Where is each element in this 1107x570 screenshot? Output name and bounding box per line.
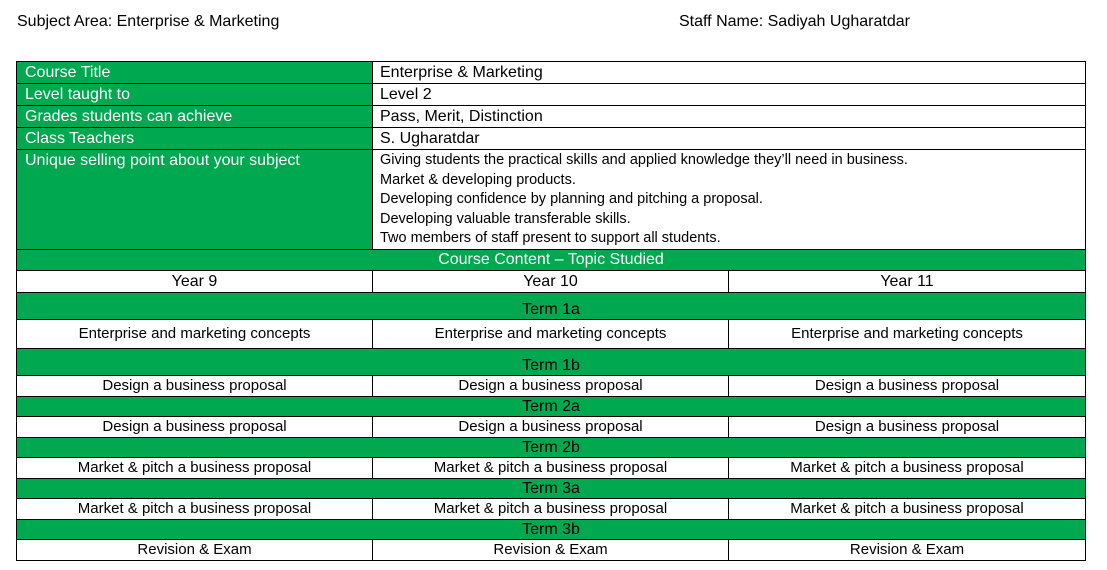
teachers-label: Class Teachers	[17, 128, 373, 150]
topic-row	[17, 319, 1086, 348]
term-label: Term 3a	[17, 478, 1086, 498]
level-label: Level taught to	[17, 84, 373, 106]
year-header: Year 9	[17, 270, 373, 292]
course-table	[16, 61, 1086, 561]
course-title-label: Course Title	[17, 62, 373, 84]
grades-row	[17, 106, 1086, 128]
topic-cell: Design a business proposal	[373, 416, 729, 437]
topic-cell: Market & pitch a business proposal	[373, 457, 729, 478]
topic-cell: Design a business proposal	[729, 375, 1086, 396]
course-content-heading: Course Content – Topic Studied	[17, 249, 1086, 270]
topic-cell: Design a business proposal	[729, 416, 1086, 437]
topic-cell: Design a business proposal	[17, 375, 373, 396]
course-title-row	[17, 62, 1086, 84]
usp-line: Two members of staff present to support all students.	[380, 230, 721, 246]
usp-label: Unique selling point about your subject	[17, 150, 373, 250]
year-header: Year 10	[373, 270, 729, 292]
topic-cell: Design a business proposal	[373, 375, 729, 396]
topic-row	[17, 498, 1086, 519]
topic-row	[17, 416, 1086, 437]
topic-cell: Revision & Exam	[17, 539, 373, 560]
term-row	[17, 519, 1086, 539]
grades-value: Pass, Merit, Distinction	[373, 106, 1086, 128]
usp-line: Giving students the practical skills and applied knowledge they’ll need in business.	[380, 152, 908, 168]
term-label: Term 1a	[17, 292, 1086, 319]
grades-label: Grades students can achieve	[17, 106, 373, 128]
term-row	[17, 292, 1086, 319]
topic-cell: Revision & Exam	[729, 539, 1086, 560]
usp-line: Market & developing products.	[380, 171, 576, 188]
usp-value	[373, 150, 1086, 250]
subject-area-heading: Subject Area: Enterprise & Marketing	[17, 13, 280, 30]
term-row	[17, 478, 1086, 498]
topic-cell: Market & pitch a business proposal	[17, 457, 373, 478]
term-row	[17, 396, 1086, 416]
topic-cell: Enterprise and marketing concepts	[729, 319, 1086, 348]
year-header-row	[17, 270, 1086, 292]
topic-cell: Enterprise and marketing concepts	[17, 319, 373, 348]
term-row	[17, 348, 1086, 375]
course-title-value: Enterprise & Marketing	[373, 62, 1086, 84]
staff-name-heading: Staff Name: Sadiyah Ugharatdar	[679, 13, 910, 30]
topic-cell: Market & pitch a business proposal	[729, 498, 1086, 519]
topic-row	[17, 457, 1086, 478]
level-row	[17, 84, 1086, 106]
level-value: Level 2	[373, 84, 1086, 106]
topic-cell: Enterprise and marketing concepts	[373, 319, 729, 348]
topic-row	[17, 375, 1086, 396]
term-label: Term 2a	[17, 396, 1086, 416]
term-label: Term 1b	[17, 348, 1086, 375]
topic-cell: Market & pitch a business proposal	[373, 498, 729, 519]
term-row	[17, 437, 1086, 457]
term-label: Term 2b	[17, 437, 1086, 457]
usp-line: Developing confidence by planning and pitching a proposal.	[380, 191, 763, 207]
topic-row	[17, 539, 1086, 560]
topic-cell: Revision & Exam	[373, 539, 729, 560]
teachers-value: S. Ugharatdar	[373, 128, 1086, 150]
usp-row	[17, 150, 1086, 250]
topic-cell: Market & pitch a business proposal	[17, 498, 373, 519]
course-content-heading-row	[17, 249, 1086, 270]
teachers-row	[17, 128, 1086, 150]
term-label: Term 3b	[17, 519, 1086, 539]
year-header: Year 11	[729, 270, 1086, 292]
usp-line: Developing valuable transferable skills.	[380, 210, 631, 227]
topic-cell: Market & pitch a business proposal	[729, 457, 1086, 478]
topic-cell: Design a business proposal	[17, 416, 373, 437]
